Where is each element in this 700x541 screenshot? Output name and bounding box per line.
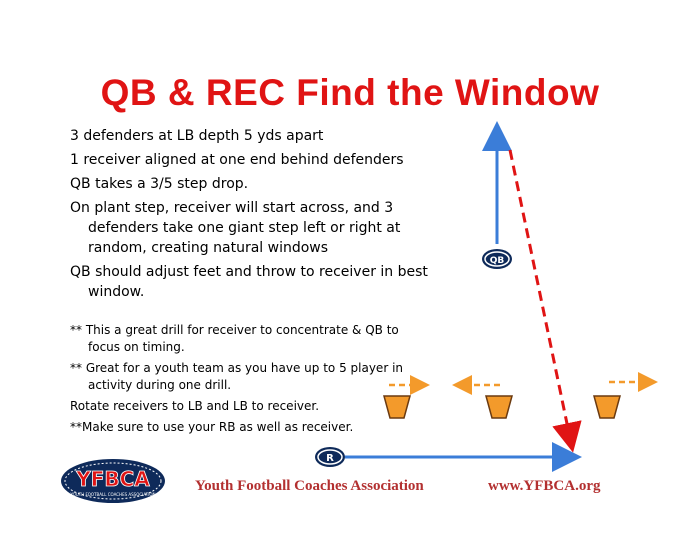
defender-1 [384,396,410,418]
instruction-item: QB should adjust feet and throw to receiver in best window. [70,264,428,300]
yfbca-logo [58,455,168,507]
qb-player [482,249,512,269]
instruction-item: 3 defenders at LB depth 5 yds apart [70,128,324,144]
note-item: Rotate receivers to LB and LB to receiver. [70,399,320,413]
defender-2 [486,396,512,418]
svg-text:YFBCA: YFBCA [76,467,150,491]
note-item: ** Great for a youth team as you have up to 5 player in activity during one drill. [70,361,404,392]
instruction-item: 1 receiver aligned at one end behind defenders [70,152,404,168]
footer-association: Youth Football Coaches Association [195,478,424,494]
note-item: **Make sure to use your RB as well as receiver. [70,420,354,434]
receiver-label: R [326,453,334,464]
defender-3 [594,396,620,418]
instruction-item: On plant step, receiver will start across, and 3 defenders take one giant step left or right at random, creating natural windows [70,200,401,256]
footer-url[interactable]: www.YFBCA.org [488,478,601,494]
svg-text:YOUTH FOOTBALL COACHES ASSOCIA: YOUTH FOOTBALL COACHES ASSOCIATION [70,492,156,497]
instruction-item: QB takes a 3/5 step drop. [70,176,249,192]
note-item: ** This a great drill for receiver to concentrate & QB to focus on timing. [70,323,399,354]
qb-label: QB [489,256,505,266]
throw-path [510,150,570,438]
receiver-player [315,447,345,467]
page-title: QB & REC Find the Window [100,72,600,113]
